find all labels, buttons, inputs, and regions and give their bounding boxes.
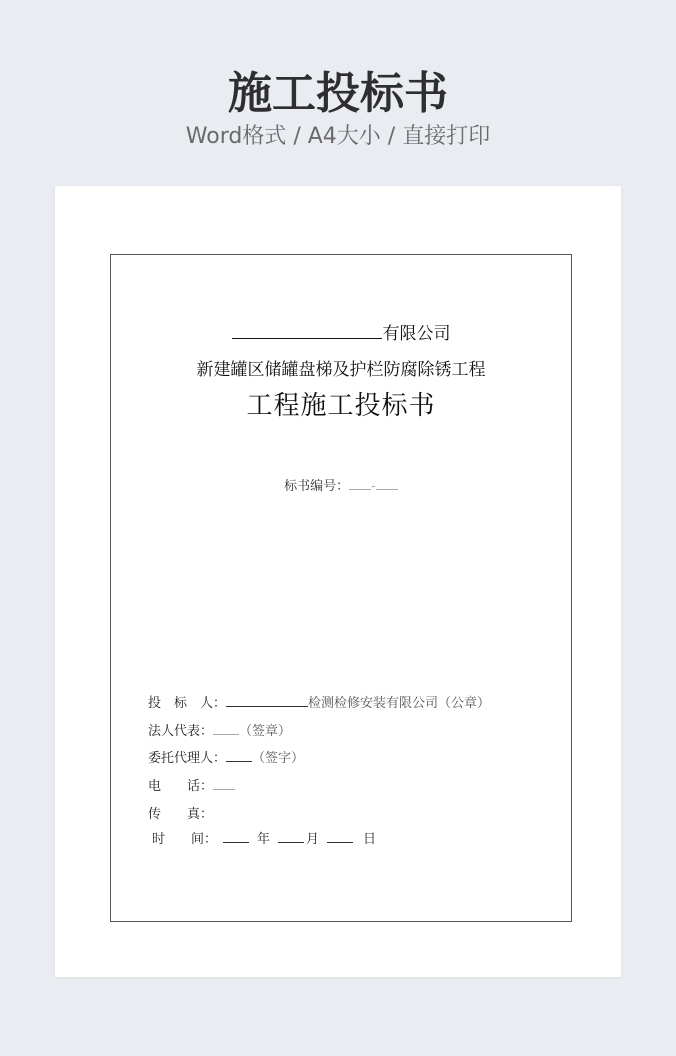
bidder-company: 检测检修安装有限公司（公章） xyxy=(308,696,491,711)
fax-label: 传 真： xyxy=(148,807,214,822)
month-label: 月 xyxy=(306,832,320,847)
day-blank xyxy=(327,831,353,843)
legal-rep-line xyxy=(148,720,291,739)
time-label: 时 间： xyxy=(152,832,218,847)
time-line xyxy=(152,828,376,847)
phone-label: 电 话： xyxy=(148,779,214,794)
bid-number-label: 标书编号： xyxy=(284,479,350,494)
year-label: 年 xyxy=(257,832,271,847)
legal-rep-note: （签章） xyxy=(239,724,292,739)
month-blank xyxy=(278,831,304,843)
bid-number-blank-1 xyxy=(349,478,371,490)
bidder-label: 投 标 人： xyxy=(148,696,227,711)
company-suffix: 有限公司 xyxy=(382,324,451,344)
phone-blank xyxy=(213,778,235,790)
page-subheading: Word格式 / A4大小 / 直接打印 xyxy=(185,124,491,149)
bidder-blank xyxy=(226,695,308,707)
phone-line xyxy=(148,775,235,794)
bid-number-separator: - xyxy=(371,479,376,494)
project-name: 新建罐区储罐盘梯及护栏防腐除锈工程 xyxy=(196,360,486,380)
bid-number-line xyxy=(111,475,571,494)
bidder-line xyxy=(148,692,490,711)
document-border xyxy=(110,254,572,922)
year-blank xyxy=(223,831,249,843)
company-line xyxy=(111,319,571,344)
fax-line xyxy=(148,803,213,822)
page-heading: 施工投标书 xyxy=(228,68,448,119)
document-page xyxy=(55,186,621,977)
legal-rep-blank xyxy=(213,723,239,735)
document-title: 工程施工投标书 xyxy=(246,391,436,421)
agent-label: 委托代理人： xyxy=(148,751,227,766)
company-name-blank xyxy=(232,324,382,339)
agent-note: （签字） xyxy=(252,751,305,766)
agent-line xyxy=(148,747,304,766)
agent-blank xyxy=(226,750,252,762)
legal-rep-label: 法人代表： xyxy=(148,724,214,739)
bid-number-blank-2 xyxy=(376,478,398,490)
day-label: 日 xyxy=(363,832,377,847)
